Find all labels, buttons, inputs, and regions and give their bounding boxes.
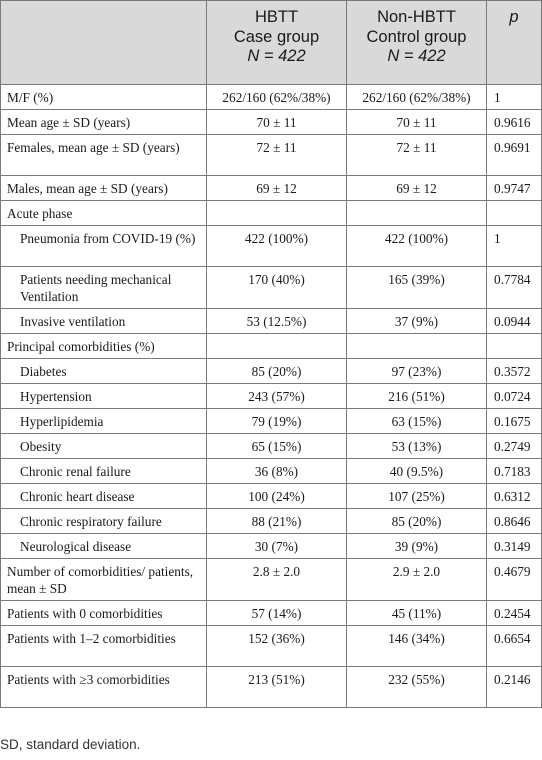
p-value: 0.0724 [487, 384, 542, 409]
header-case-n: N = 422 [247, 47, 306, 65]
table-row [1, 484, 542, 509]
control-value: 40 (9.5%) [347, 459, 487, 484]
control-value: 69 ± 12 [347, 176, 487, 201]
control-value [347, 334, 487, 359]
control-value: 146 (34%) [347, 626, 487, 667]
control-value: 63 (15%) [347, 409, 487, 434]
case-value: 152 (36%) [207, 626, 347, 667]
row-label: Neurological disease [1, 534, 207, 559]
row-label: Obesity [1, 434, 207, 459]
p-value: 0.9616 [487, 110, 542, 135]
p-value: 0.3149 [487, 534, 542, 559]
table-row [1, 110, 542, 135]
p-value: 0.3572 [487, 359, 542, 384]
p-value: 0.9691 [487, 135, 542, 176]
case-value [207, 201, 347, 226]
row-label: Hypertension [1, 384, 207, 409]
control-value: 165 (39%) [347, 267, 487, 309]
p-value [487, 334, 542, 359]
p-value [487, 201, 542, 226]
control-value: 85 (20%) [347, 509, 487, 534]
control-value [347, 201, 487, 226]
p-value: 0.1675 [487, 409, 542, 434]
row-label: Chronic renal failure [1, 459, 207, 484]
p-value: 0.2454 [487, 601, 542, 626]
case-value: 243 (57%) [207, 384, 347, 409]
case-value: 262/160 (62%/38%) [207, 85, 347, 110]
row-label: Patients with 0 comorbidities [1, 601, 207, 626]
row-label: Patients with ≥3 comorbidities [1, 667, 207, 708]
case-value: 85 (20%) [207, 359, 347, 384]
control-value: 232 (55%) [347, 667, 487, 708]
table-body [1, 85, 542, 708]
table-row [1, 309, 542, 334]
case-value: 53 (12.5%) [207, 309, 347, 334]
case-value: 65 (15%) [207, 434, 347, 459]
row-label: Pneumonia from COVID-19 (%) [1, 226, 207, 267]
row-label: Hyperlipidemia [1, 409, 207, 434]
case-value: 69 ± 12 [207, 176, 347, 201]
case-value: 79 (19%) [207, 409, 347, 434]
row-label: Principal comorbidities (%) [1, 334, 207, 359]
header-case-line2: Case group [233, 27, 320, 46]
header-p-value [487, 1, 542, 85]
control-value: 97 (23%) [347, 359, 487, 384]
table-row [1, 409, 542, 434]
row-label: Acute phase [1, 201, 207, 226]
header-case-group [207, 1, 347, 85]
case-value: 88 (21%) [207, 509, 347, 534]
header-control-n: N = 422 [387, 47, 446, 65]
case-value: 70 ± 11 [207, 110, 347, 135]
case-value [207, 334, 347, 359]
row-label: Chronic heart disease [1, 484, 207, 509]
p-value: 0.9747 [487, 176, 542, 201]
p-value: 0.6654 [487, 626, 542, 667]
case-value: 2.8 ± 2.0 [207, 559, 347, 601]
header-case-line1: HBTT [254, 8, 299, 26]
row-label: Invasive ventilation [1, 309, 207, 334]
table-row [1, 601, 542, 626]
table-row [1, 85, 542, 110]
table-row [1, 384, 542, 409]
control-value: 422 (100%) [347, 226, 487, 267]
table-row [1, 359, 542, 384]
control-value: 107 (25%) [347, 484, 487, 509]
table-row [1, 459, 542, 484]
row-label: Chronic respiratory failure [1, 509, 207, 534]
table-row [1, 509, 542, 534]
header-control-group [347, 1, 487, 85]
p-value: 0.0944 [487, 309, 542, 334]
table-row [1, 176, 542, 201]
control-value: 45 (11%) [347, 601, 487, 626]
table-row [1, 135, 542, 176]
row-label: M/F (%) [1, 85, 207, 110]
case-value: 36 (8%) [207, 459, 347, 484]
table-row [1, 626, 542, 667]
table-header-row [1, 1, 542, 85]
p-value: 1 [487, 85, 542, 110]
control-value: 262/160 (62%/38%) [347, 85, 487, 110]
p-value: 0.2749 [487, 434, 542, 459]
case-value: 72 ± 11 [207, 135, 347, 176]
p-value: 0.2146 [487, 667, 542, 708]
table-row [1, 226, 542, 267]
table-row [1, 267, 542, 309]
control-value: 2.9 ± 2.0 [347, 559, 487, 601]
p-value: 0.7183 [487, 459, 542, 484]
row-label: Mean age ± SD (years) [1, 110, 207, 135]
table-row [1, 559, 542, 601]
table-row [1, 534, 542, 559]
table-row [1, 667, 542, 708]
row-label: Patients with 1–2 comorbidities [1, 626, 207, 667]
p-value: 0.8646 [487, 509, 542, 534]
case-value: 57 (14%) [207, 601, 347, 626]
control-value: 216 (51%) [347, 384, 487, 409]
p-value: 0.4679 [487, 559, 542, 601]
table-row [1, 434, 542, 459]
p-value: 0.6312 [487, 484, 542, 509]
header-p-label: p [509, 8, 519, 26]
p-value: 1 [487, 226, 542, 267]
control-value: 39 (9%) [347, 534, 487, 559]
control-value: 72 ± 11 [347, 135, 487, 176]
row-label: Number of comorbidities/ patients, mean ± SD [1, 559, 207, 601]
control-value: 37 (9%) [347, 309, 487, 334]
case-value: 422 (100%) [207, 226, 347, 267]
row-label: Patients needing mechanical Ventilation [1, 267, 207, 309]
p-value: 0.7784 [487, 267, 542, 309]
header-control-line2: Control group [366, 27, 467, 46]
header-empty-cell [1, 1, 207, 85]
table-row [1, 201, 542, 226]
table-row [1, 334, 542, 359]
row-label: Diabetes [1, 359, 207, 384]
case-value: 100 (24%) [207, 484, 347, 509]
case-value: 30 (7%) [207, 534, 347, 559]
footnote: SD, standard deviation. [0, 737, 141, 752]
case-value: 170 (40%) [207, 267, 347, 309]
control-value: 70 ± 11 [347, 110, 487, 135]
header-control-line1: Non-HBTT [377, 8, 456, 26]
control-value: 53 (13%) [347, 434, 487, 459]
row-label: Males, mean age ± SD (years) [1, 176, 207, 201]
row-label: Females, mean age ± SD (years) [1, 135, 207, 176]
case-value: 213 (51%) [207, 667, 347, 708]
